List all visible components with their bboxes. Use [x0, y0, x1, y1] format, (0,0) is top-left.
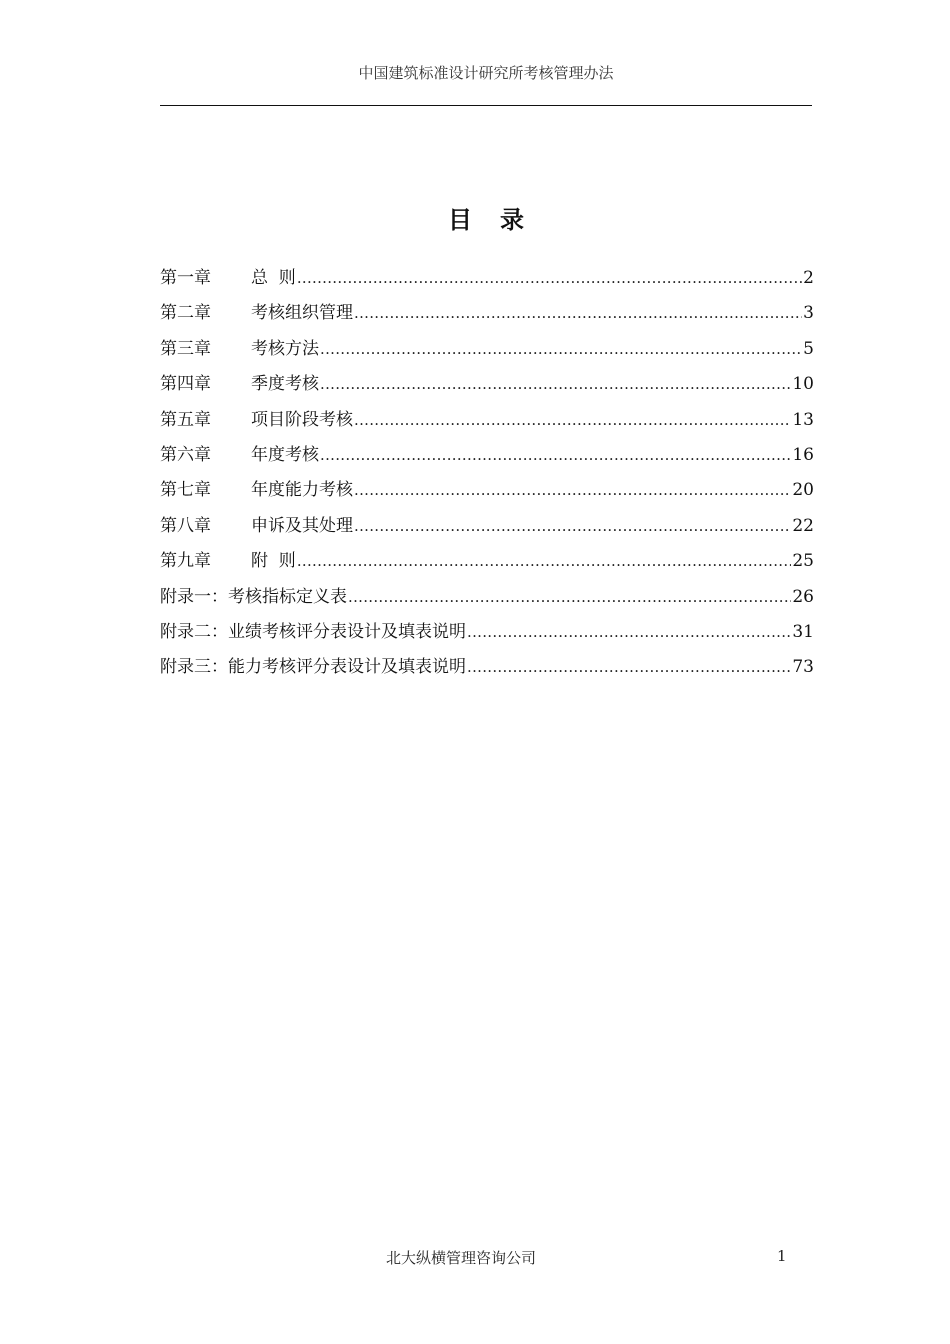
toc-entry-label: 考核方法 — [251, 338, 319, 359]
toc-page-number: 22 — [792, 515, 814, 536]
toc-entry[interactable] — [160, 475, 814, 510]
toc-entry-label: 申诉及其处理 — [251, 515, 353, 536]
toc-dot-leader — [354, 410, 791, 430]
toc-appendix-number: 附录一： — [160, 586, 228, 607]
toc-dot-leader — [320, 339, 802, 359]
toc-chapter-number: 第二章 — [160, 303, 211, 324]
toc-entry[interactable] — [160, 652, 814, 687]
toc-entry-label: 业绩考核评分表设计及填表说明 — [228, 621, 466, 642]
footer-page-number: 1 — [777, 1247, 787, 1265]
toc-entry[interactable] — [160, 263, 814, 298]
toc-page-number: 73 — [792, 657, 814, 678]
toc-entry[interactable] — [160, 298, 814, 333]
toc-entry[interactable] — [160, 334, 814, 369]
toc-chapter-number: 第八章 — [160, 515, 211, 536]
toc-entry[interactable] — [160, 369, 814, 404]
toc-chapter-number: 第六章 — [160, 444, 211, 465]
toc-page-number: 20 — [792, 480, 814, 501]
toc-page-number: 16 — [792, 444, 814, 465]
toc-chapter-number: 第七章 — [160, 480, 211, 501]
toc-dot-leader — [348, 587, 791, 607]
toc-dot-leader — [297, 268, 802, 288]
toc-entry-label: 考核组织管理 — [251, 303, 353, 324]
toc-appendix-number: 附录二： — [160, 621, 228, 642]
toc-dot-leader — [297, 551, 792, 571]
toc-chapter-number: 第五章 — [160, 409, 211, 430]
toc-dot-leader — [467, 622, 791, 642]
toc-dot-leader — [354, 303, 802, 323]
toc-page-number: 31 — [792, 621, 814, 642]
toc-entry-label: 季度考核 — [251, 374, 319, 395]
toc-appendix-number: 附录三： — [160, 657, 228, 678]
toc-page-number: 25 — [792, 551, 814, 572]
toc-entry[interactable] — [160, 440, 814, 475]
toc-chapter-number: 第一章 — [160, 268, 211, 288]
toc-title: 目录 — [448, 206, 552, 234]
toc-dot-leader — [320, 374, 791, 394]
toc-dot-leader — [354, 480, 791, 500]
toc-chapter-number: 第九章 — [160, 551, 211, 572]
toc-entry[interactable] — [160, 546, 814, 581]
toc-page-number: 10 — [792, 374, 814, 395]
toc-entry-label: 年度能力考核 — [251, 480, 353, 501]
toc-page-number: 13 — [792, 409, 814, 430]
toc-entry[interactable] — [160, 617, 814, 652]
toc-chapter-number: 第三章 — [160, 338, 211, 359]
toc-entry-label: 年度考核 — [251, 444, 319, 465]
page-header-title: 中国建筑标准设计研究所考核管理办法 — [358, 64, 614, 82]
toc-chapter-number: 第四章 — [160, 374, 211, 395]
toc-entry[interactable] — [160, 582, 814, 617]
toc-page-number: 26 — [792, 586, 814, 607]
header-divider — [160, 105, 812, 106]
toc-dot-leader — [354, 516, 791, 536]
toc-entry[interactable] — [160, 405, 814, 440]
toc-dot-leader — [467, 657, 791, 677]
toc-entry-label: 总 则 — [251, 268, 296, 288]
toc-dot-leader — [320, 445, 791, 465]
toc-page-number: 5 — [803, 338, 814, 359]
toc-entry[interactable] — [160, 511, 814, 546]
toc-entry-label: 能力考核评分表设计及填表说明 — [228, 657, 466, 678]
toc-entry-label: 附 则 — [251, 551, 296, 572]
table-of-contents — [160, 263, 814, 688]
toc-page-number: 3 — [803, 303, 814, 324]
footer-company-name: 北大纵横管理咨询公司 — [385, 1249, 536, 1267]
toc-entry-label: 项目阶段考核 — [251, 409, 353, 430]
toc-entry-label: 考核指标定义表 — [228, 586, 347, 607]
toc-page-number: 2 — [803, 268, 814, 288]
